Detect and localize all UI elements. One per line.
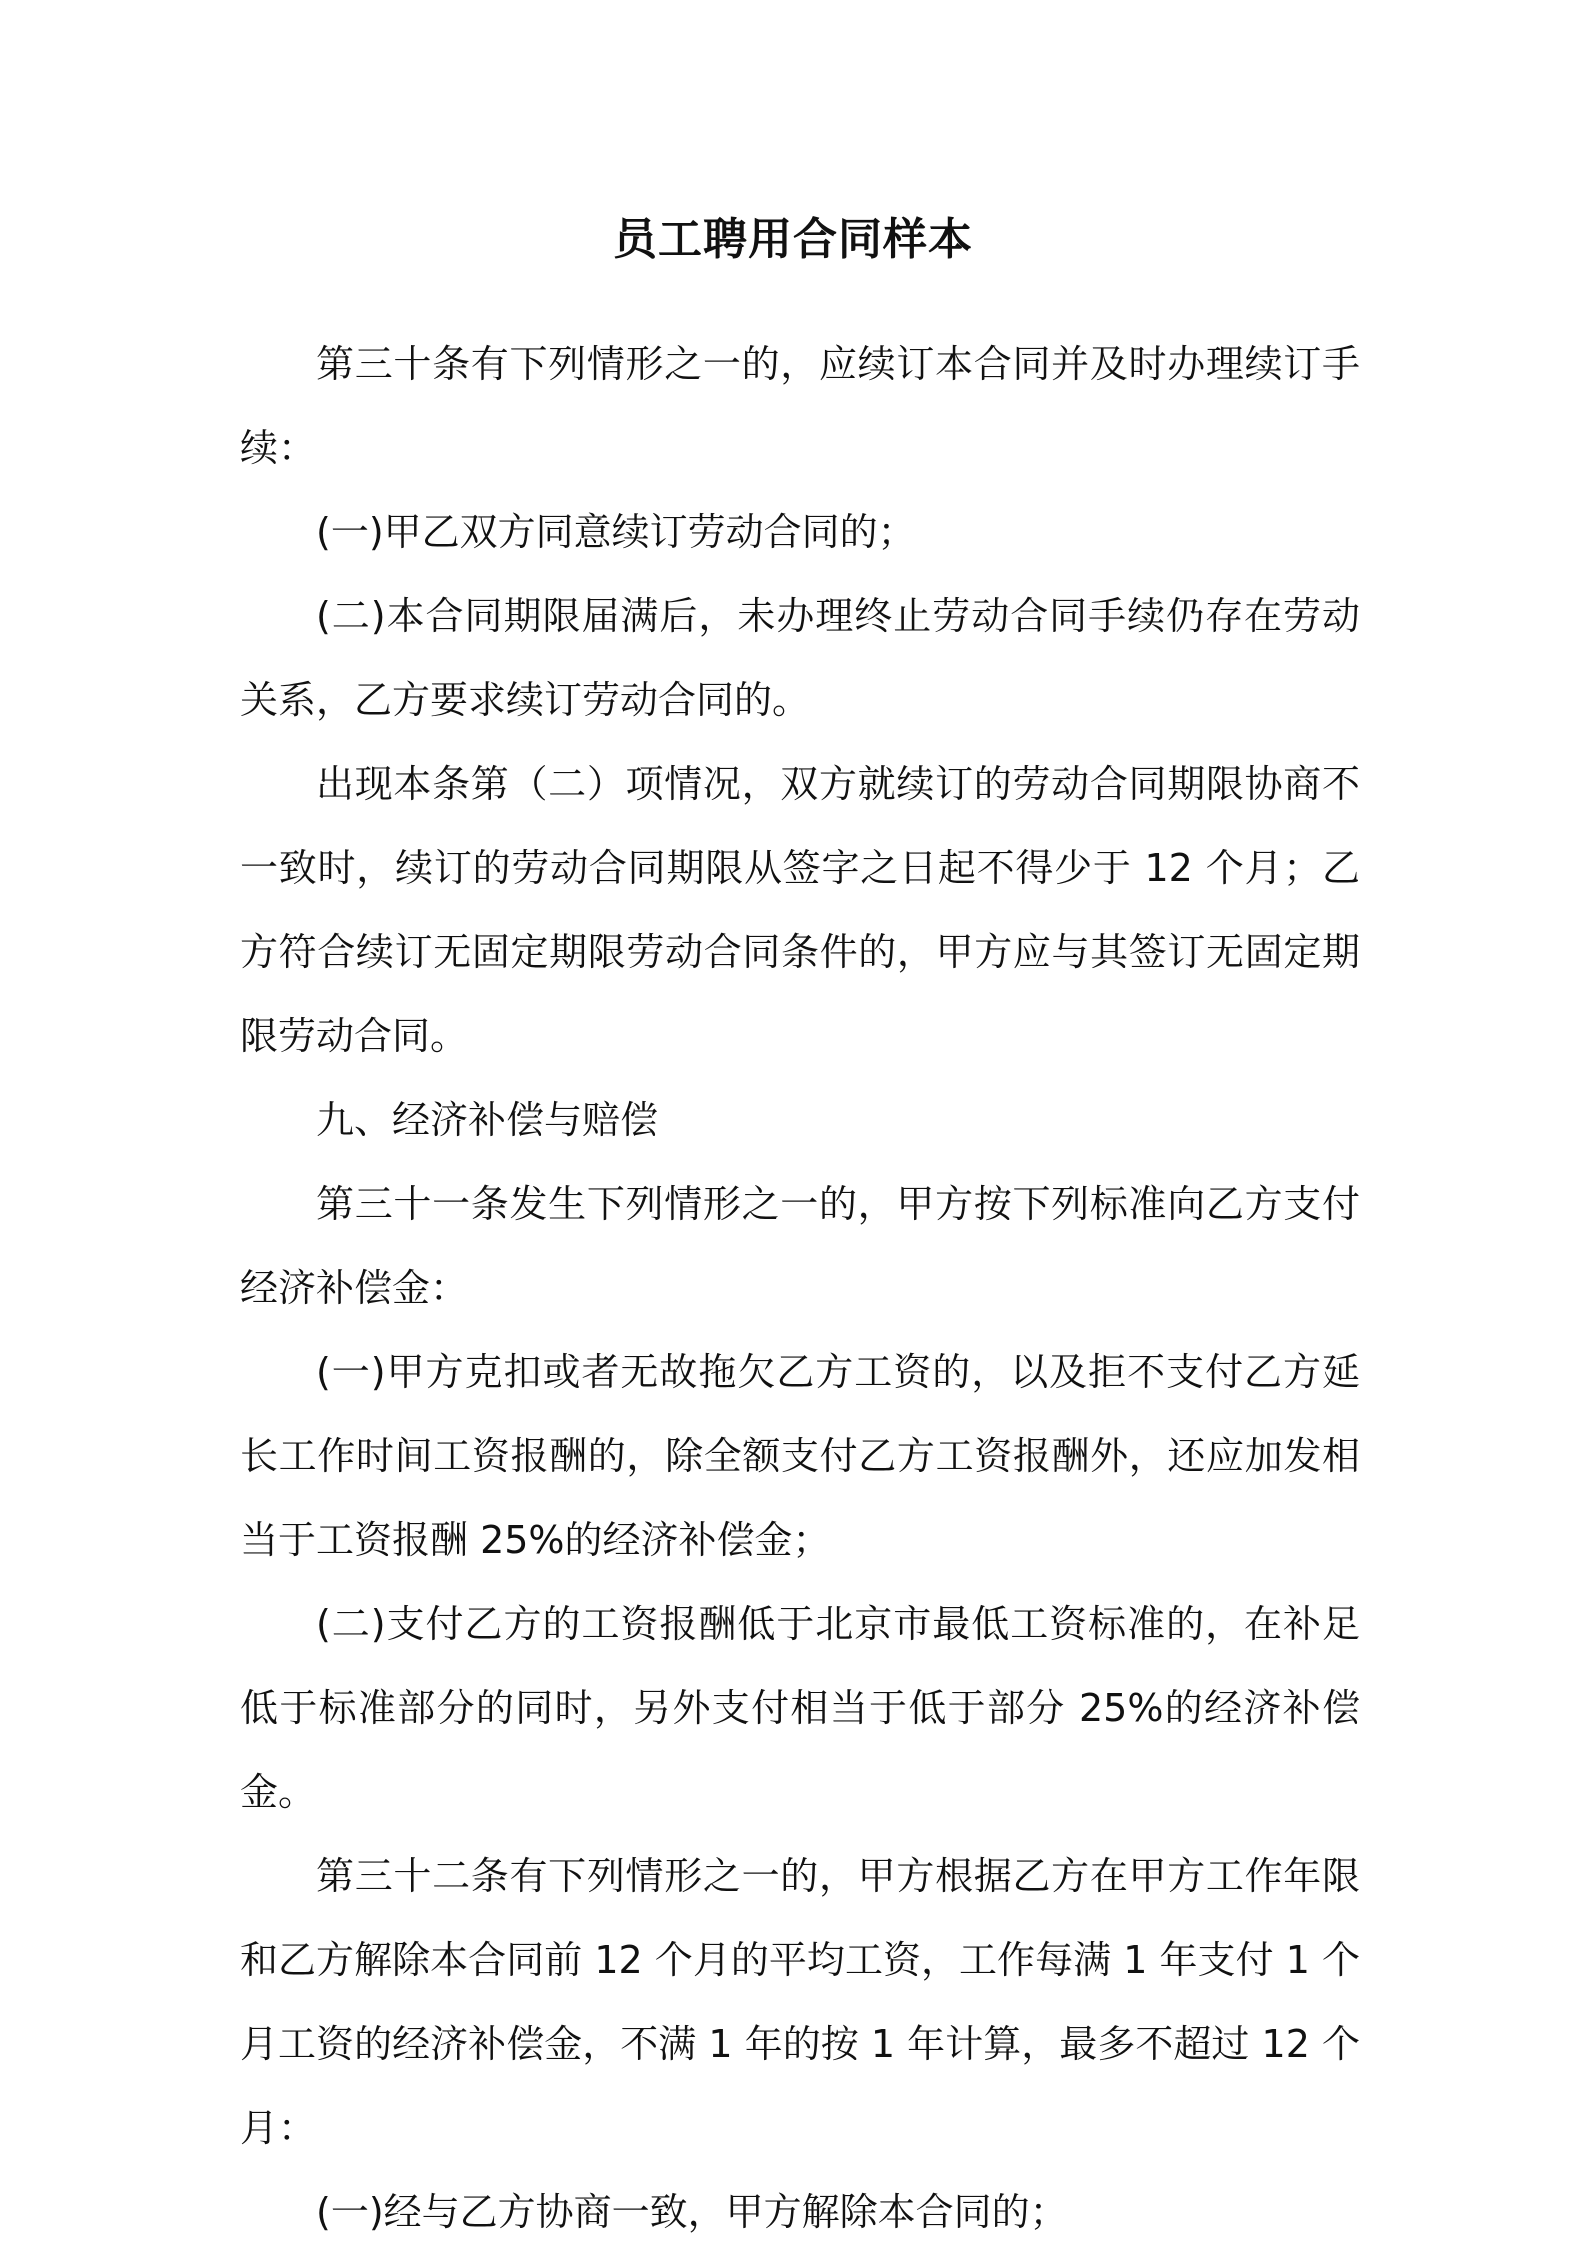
document-title: 员工聘用合同样本	[613, 214, 973, 265]
clause-30-item-2: (二)本合同期限届满后，未办理终止劳动合同手续仍存在劳动关系，乙方要求续订劳动合同的。	[240, 594, 1360, 722]
clause-30-intro: 第三十条有下列情形之一的，应续订本合同并及时办理续订手续：	[240, 342, 1360, 470]
clause-31-item-1: (一)甲方克扣或者无故拖欠乙方工资的，以及拒不支付乙方延长工作时间工资报酬的，除全额支付乙方工资报酬外，还应加发相当于工资报酬 25%的经济补偿金；	[240, 1350, 1360, 1562]
clause-30-item-1: (一)甲乙双方同意续订劳动合同的；	[316, 510, 916, 554]
section-heading-9: 九、经济补偿与赔偿	[316, 1098, 659, 1142]
clause-32-item-1: (一)经与乙方协商一致，甲方解除本合同的；	[316, 2190, 1068, 2234]
clause-32-intro: 第三十二条有下列情形之一的，甲方根据乙方在甲方工作年限和乙方解除本合同前 12 个月的平均工资，工作每满 1 年支付 1 个月工资的经济补偿金，不满 1 年的按 1 年计算，最多不超过 12 个月：	[240, 1854, 1360, 2150]
clause-31-item-2: (二)支付乙方的工资报酬低于北京市最低工资标准的，在补足低于标准部分的同时，另外支付相当于低于部分 25%的经济补偿金。	[240, 1602, 1360, 1814]
clause-31-intro: 第三十一条发生下列情形之一的，甲方按下列标准向乙方支付经济补偿金：	[240, 1182, 1360, 1310]
document-body	[240, 322, 1360, 2254]
clause-30-note: 出现本条第（二）项情况，双方就续订的劳动合同期限协商不一致时，续订的劳动合同期限从签字之日起不得少于 12 个月；乙方符合续订无固定期限劳动合同条件的，甲方应与其签订无固定期限劳动合同。	[240, 762, 1360, 1058]
